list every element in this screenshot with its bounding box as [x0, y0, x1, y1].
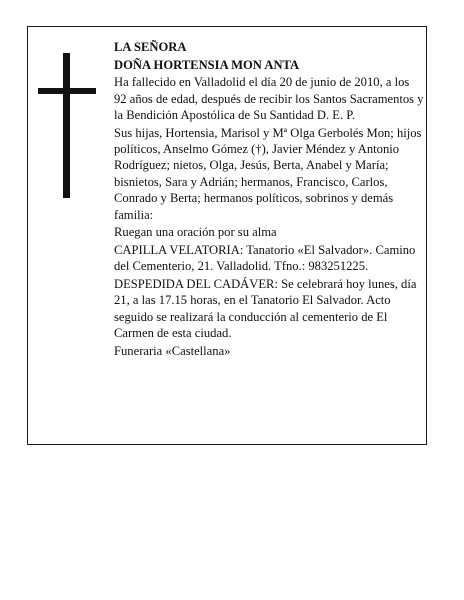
chapel-info: CAPILLA VELATORIA: Tanatorio «El Salvador». Camino del Cementerio, 21. Valladolid. Tfno.: 983251225.: [114, 242, 416, 274]
latin-cross-icon: [38, 53, 96, 198]
deceased-name: DOÑA HORTENSIA MON ANTA: [114, 57, 300, 72]
death-announcement: Ha fallecido en Valladolid el día 20 de junio de 2010, a los 92 años de edad, después de recibir los Santos Sacramentos y la Bendición Apostólica de Su Santidad D. E. P.: [114, 75, 424, 122]
family-list: Sus hijas, Hortensia, Marisol y Mª Olga Gerbolés Mon; hijos políticos, Anselmo Gómez (†), Javier Méndez y Antonio Rodríguez; nietos, Olga, Jesús, Berta, Anabel y María; bisnietos, Sara y Adrián; hermanos, Francisco, Carlos, Conrado y Berta; hermanos políticos, sobrinos y demás familia:: [114, 125, 422, 222]
funeral-home: Funeraria «Castellana»: [114, 343, 231, 358]
notice-title: LA SEÑORA: [114, 40, 187, 54]
prayer-request: Ruegan una oración por su alma: [114, 225, 277, 240]
funeral-info: DESPEDIDA DEL CADÁVER: Se celebrará hoy lunes, día 21, a las 17.15 horas, en el Tanatorio El Salvador. Acto seguido se realizará la conducción al cementerio de El Carmen de esta ciudad.: [114, 276, 417, 341]
cross-horizontal-bar: [38, 88, 96, 94]
cross-vertical-bar: [63, 53, 70, 198]
obituary-text: [114, 39, 424, 360]
